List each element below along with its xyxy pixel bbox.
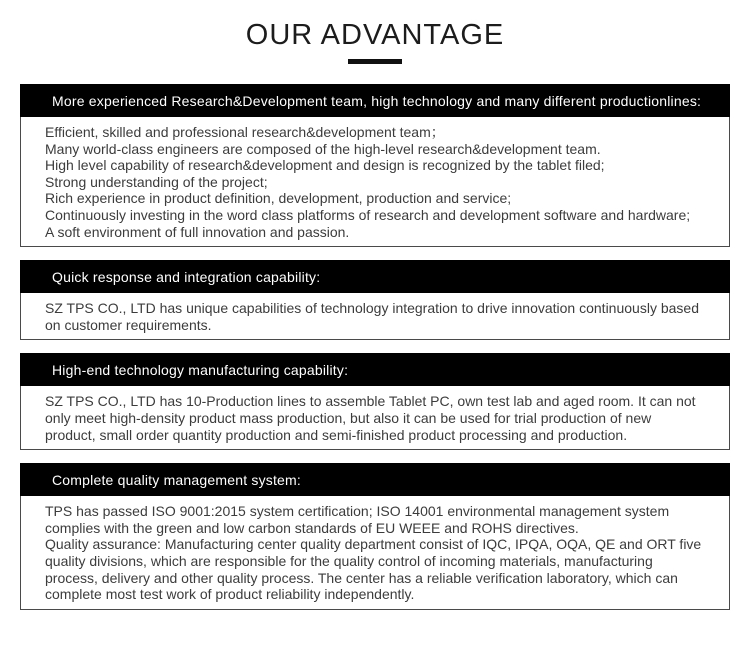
section-body-line: Continuously investing in the word class platforms of research and development software and hardware; [45, 206, 691, 223]
advantage-section-rd-team [20, 84, 730, 247]
section-body-line: Rich experience in product definition, development, production and service; [45, 190, 512, 207]
page-header [0, 0, 750, 64]
title-underline [348, 59, 402, 64]
advantage-section-manufacturing [20, 353, 730, 450]
section-body [21, 386, 729, 449]
section-body-line: Quality assurance: Manufacturing center quality department consist of IQC, IPQA, OQA, QE and ORT five quality divisions, which are responsible for the quality control of incoming materials, manufacturing process, delivery and other quality process. The center has a reliable verification laboratory, which can complete most test work of product reliability independently. [45, 536, 702, 603]
section-body-line: SZ TPS CO., LTD has unique capabilities of technology integration to drive innovation continuously based on customer requirements. [45, 300, 699, 333]
advantage-section-quick-response [20, 260, 730, 340]
section-heading: High-end technology manufacturing capability: [20, 353, 730, 386]
section-body-line: TPS has passed ISO 9001:2015 system certification; ISO 14001 environmental management system complies with the green and low carbon standards of EU WEEE and ROHS directives. [45, 503, 670, 536]
section-body [21, 117, 729, 246]
section-heading: Quick response and integration capability: [20, 260, 730, 293]
section-body-line: Strong understanding of the project; [45, 173, 268, 190]
section-body [21, 496, 729, 609]
section-body-line: Many world-class engineers are composed of the high-level research&development team. [45, 140, 601, 157]
advantage-section-quality-system [20, 463, 730, 610]
section-body-line: High level capability of research&development and design is recognized by the tablet filed; [45, 157, 605, 174]
section-heading: More experienced Research&Development team, high technology and many different productionlines: [20, 84, 730, 117]
section-body [21, 293, 729, 339]
section-body-line: A soft environment of full innovation and passion. [45, 223, 350, 240]
section-heading: Complete quality management system: [20, 463, 730, 496]
section-body-line: SZ TPS CO., LTD has 10-Production lines to assemble Tablet PC, own test lab and aged room. It can not only meet high-density product mass production, but also it can be used for trial production of new product, small order quantity production and semi-finished product processing and production. [45, 393, 696, 443]
page-title: OUR ADVANTAGE [245, 19, 505, 51]
section-body-line: Efficient, skilled and professional research&development team； [45, 124, 445, 140]
